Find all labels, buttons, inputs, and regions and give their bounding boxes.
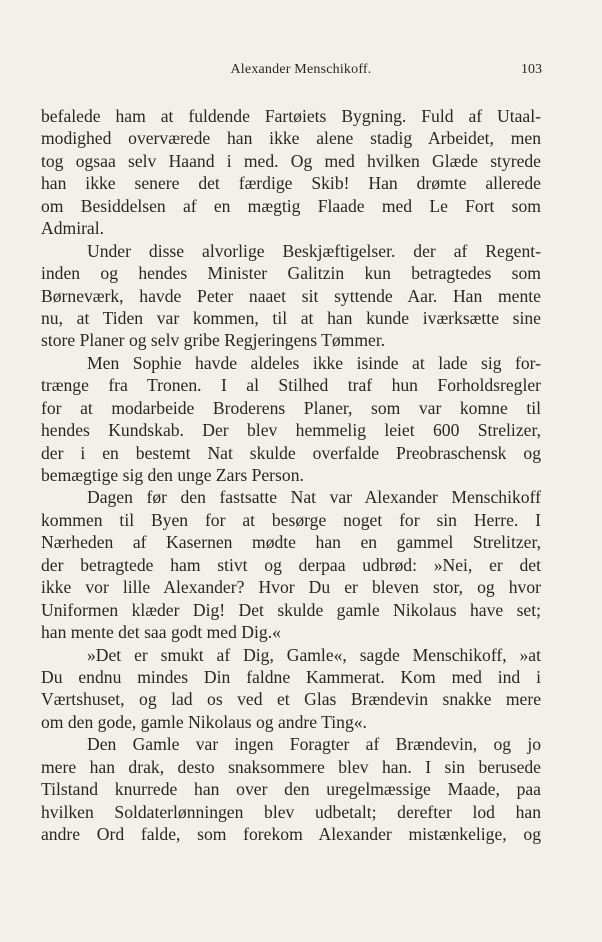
text-line: inden og hendes Minister Galitzin kun betragtedes som — [41, 263, 541, 284]
text-line: Du endnu mindes Din faldne Kammerat. Kom med ind i — [41, 666, 541, 687]
text-line: om den gode, gamle Nikolaus og andre Ting«. — [41, 711, 367, 732]
text-line: Dagen før den fastsatte Nat var Alexander Menschikoff — [87, 487, 541, 508]
text-line: kommen til Byen for at besørge noget for sin Herre. I — [41, 509, 541, 530]
text-line: Nærheden af Kasernen mødte han en gammel Strelitzer, — [41, 532, 541, 553]
text-line: »Det er smukt af Dig, Gamle«, sagde Menschikoff, »at — [87, 644, 541, 665]
text-line: for at modarbeide Broderens Planer, som var komne til — [41, 397, 541, 418]
text-line: om Besiddelsen af en mægtig Flaade med Le Fort som — [41, 195, 541, 216]
text-line: befalede ham at fuldende Fartøiets Bygning. Fuld af Utaal- — [41, 106, 541, 126]
text-line: mere han drak, desto snaksommere blev han. I sin berusede — [41, 756, 541, 777]
text-line: store Planer og selv gribe Regjeringens Tømmer. — [41, 330, 386, 351]
text-line: han ikke senere det færdige Skib! Han drømte allerede — [41, 173, 541, 194]
text-line: der i en bestemt Nat skulde overfalde Preobraschensk og — [41, 442, 541, 463]
text-line: hvilken Soldaterlønningen blev udbetalt; derefter lod han — [41, 801, 541, 822]
text-line: hendes Kundskab. Der blev hemmelig leiet 600 Strelizer, — [41, 420, 541, 441]
text-line: Børneværk, havde Peter naaet sit syttende Aar. Han mente — [41, 285, 541, 306]
text-line: Men Sophie havde aldeles ikke isinde at lade sig for- — [87, 352, 541, 373]
running-head — [0, 62, 602, 82]
text-line: Den Gamle var ingen Foragter af Brændevin, og jo — [87, 734, 541, 755]
running-title: Alexander Menschikoff. — [230, 62, 372, 77]
text-line: nu, at Tiden var kommen, til at han kunde iværksætte sine — [41, 307, 541, 328]
text-line: han mente det saa godt med Dig.« — [41, 622, 281, 643]
text-line: Værtshuset, og lad os ved et Glas Brændevin snakke mere — [41, 689, 541, 710]
text-line: Under disse alvorlige Beskjæftigelser. der af Regent- — [87, 240, 541, 261]
text-line: Tilstand knurrede han over den uregelmæssige Maade, paa — [41, 779, 541, 800]
text-line: ikke vor lille Alexander? Hvor Du er bleven stor, og hvor — [41, 577, 541, 598]
text-line: bemægtige sig den unge Zars Person. — [41, 465, 304, 485]
body-text — [41, 105, 541, 845]
text-line: der betragtede ham stivt og derpaa udbrød: »Nei, er det — [41, 554, 541, 575]
text-line: tog ogsaa selv Haand i med. Og med hvilken Glæde styrede — [41, 150, 541, 171]
page-number: 103 — [521, 62, 542, 77]
text-line: Uniformen klæder Dig! Det skulde gamle Nikolaus have set; — [41, 599, 541, 620]
text-line: modighed overværede han ikke alene stadig Arbeidet, men — [41, 128, 541, 149]
text-line: trænge fra Tronen. I al Stilhed traf hun Forholdsregler — [41, 375, 541, 396]
text-line: Admiral. — [41, 218, 105, 239]
text-line: andre Ord falde, som forekom Alexander mistænkelige, og — [41, 824, 541, 844]
